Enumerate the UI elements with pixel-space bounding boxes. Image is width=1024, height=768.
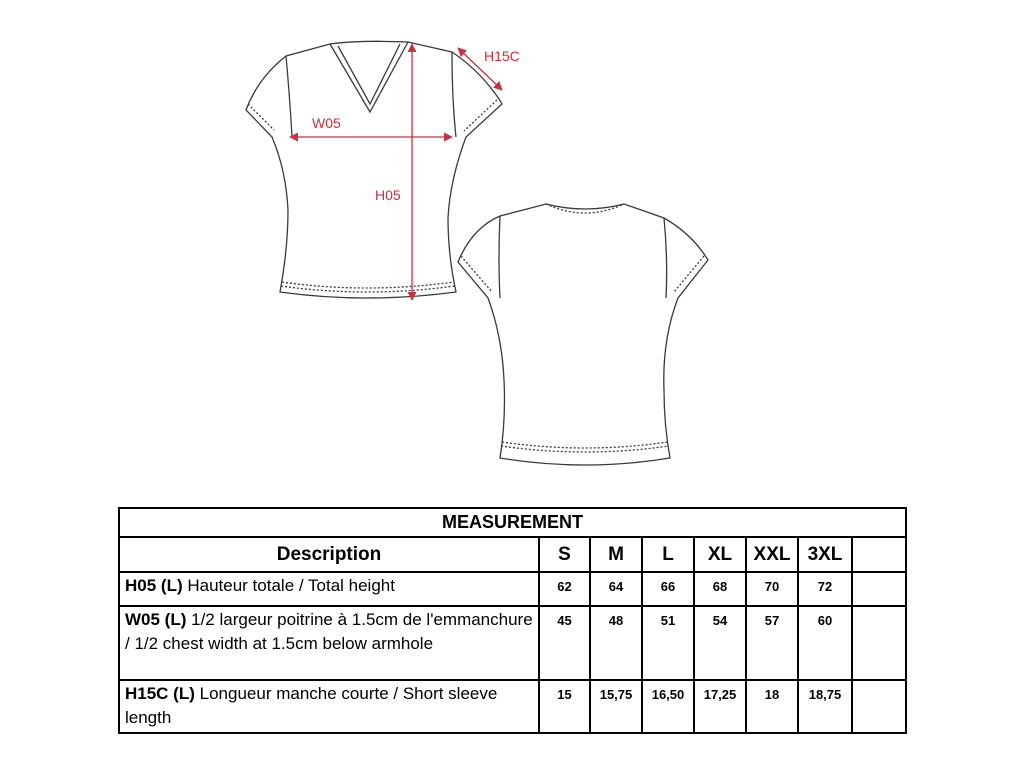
size-header: S — [539, 537, 590, 572]
description-header: Description — [119, 537, 539, 572]
table-cell: 66 — [642, 572, 694, 606]
table-cell: 15,75 — [590, 680, 642, 733]
h05-label: H05 — [375, 187, 401, 203]
back-hem-stitch — [502, 442, 668, 448]
front-hem-stitch — [282, 282, 454, 288]
table-cell: 54 — [694, 606, 746, 680]
table-cell — [852, 680, 906, 733]
back-left-shoulder-seam — [499, 216, 500, 298]
size-header: L — [642, 537, 694, 572]
front-right-sleeve-stitch — [464, 100, 497, 131]
table-cell: 62 — [539, 572, 590, 606]
table-cell: 70 — [746, 572, 798, 606]
table-row — [119, 606, 906, 680]
table-cell: 60 — [798, 606, 852, 680]
row-code: H15C (L) — [125, 684, 195, 703]
table-cell: 45 — [539, 606, 590, 680]
size-header: 3XL — [798, 537, 852, 572]
table-cell: 57 — [746, 606, 798, 680]
front-dimension-lines — [290, 44, 502, 300]
row-description — [119, 606, 539, 680]
table-cell: 51 — [642, 606, 694, 680]
size-header: M — [590, 537, 642, 572]
front-hem-stitch-2 — [281, 286, 455, 292]
table-row — [119, 572, 906, 606]
back-left-sleeve-stitch — [461, 256, 492, 292]
back-right-sleeve-stitch — [674, 256, 704, 292]
back-view-shirt — [458, 204, 708, 465]
row-description — [119, 572, 539, 606]
table-cell: 68 — [694, 572, 746, 606]
table-cell — [852, 572, 906, 606]
row-text: Hauteur totale / Total height — [187, 576, 395, 595]
back-right-shoulder-seam — [664, 218, 667, 298]
table-cell: 15 — [539, 680, 590, 733]
measurement-table — [118, 507, 907, 734]
table-cell — [852, 606, 906, 680]
back-shirt-outline — [458, 204, 708, 465]
h15c-label: H15C — [484, 48, 520, 64]
table-header-row — [119, 537, 906, 572]
table-cell: 18 — [746, 680, 798, 733]
row-description — [119, 680, 539, 733]
row-code: W05 (L) — [125, 610, 187, 629]
size-header: XL — [694, 537, 746, 572]
table-title: MEASUREMENT — [119, 508, 906, 537]
back-hem-stitch-2 — [501, 446, 669, 452]
table-title-row — [119, 508, 906, 537]
table-cell: 18,75 — [798, 680, 852, 733]
row-code: H05 (L) — [125, 576, 183, 595]
table-row — [119, 680, 906, 733]
table-cell: 72 — [798, 572, 852, 606]
size-header: XXL — [746, 537, 798, 572]
size-header-empty — [852, 537, 906, 572]
w05-label: W05 — [312, 115, 341, 131]
front-right-shoulder-seam — [452, 52, 456, 137]
table-cell: 64 — [590, 572, 642, 606]
table-cell: 16,50 — [642, 680, 694, 733]
table-cell: 48 — [590, 606, 642, 680]
row-text: 1/2 largeur poitrine à 1.5cm de l'emmanchure / 1/2 chest width at 1.5cm below armhole — [125, 610, 533, 653]
front-left-shoulder-seam — [286, 56, 292, 137]
table-cell: 17,25 — [694, 680, 746, 733]
row-text: Longueur manche courte / Short sleeve length — [125, 684, 498, 727]
